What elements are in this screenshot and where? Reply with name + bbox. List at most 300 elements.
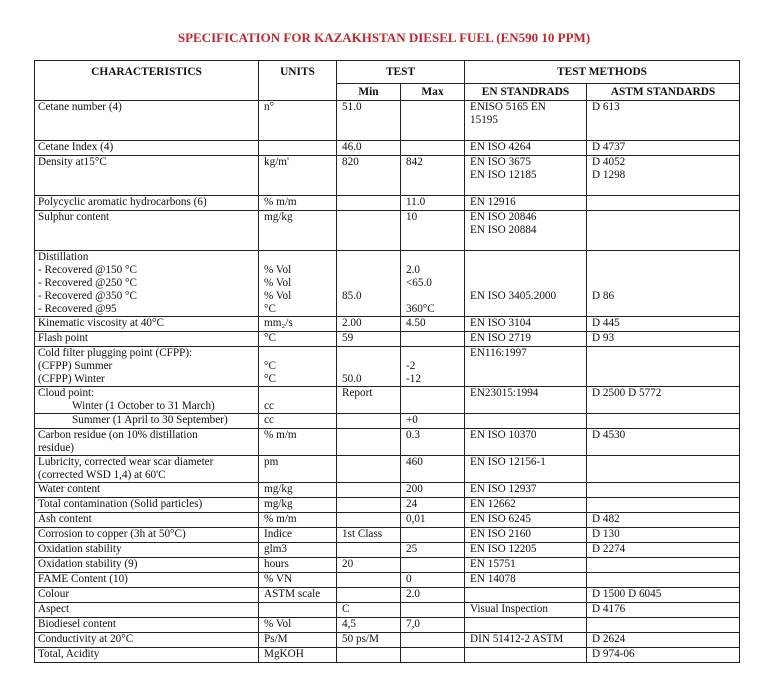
cell-max [401, 332, 465, 347]
cell-line: 200 [406, 483, 423, 495]
cell-line: - Recovered @95 [38, 303, 117, 315]
cell-line [470, 303, 583, 316]
cell-line: pm [264, 456, 279, 468]
table-header [35, 61, 740, 101]
cell-line: % Vol [264, 618, 292, 630]
cell-line [592, 483, 736, 496]
cell-min [337, 633, 401, 648]
cell-line [342, 169, 397, 182]
table-row [35, 387, 740, 414]
cell-line [406, 224, 461, 237]
cell-en [465, 251, 587, 317]
cell-line [470, 127, 583, 140]
cell-line [342, 513, 397, 526]
cell-line: EN ISO 3405.2000 [470, 290, 557, 302]
cell-line: 4.50 [406, 317, 426, 329]
cell-en [465, 211, 587, 251]
cell-line: EN 15751 [470, 558, 516, 570]
cell-line: EN23015:1994 [470, 387, 539, 399]
cell-max [401, 483, 465, 498]
cell-line [592, 618, 736, 631]
cell-line [470, 588, 583, 601]
cell-line: Flash point [38, 332, 89, 344]
cell-line [592, 182, 736, 195]
cell-line [406, 114, 461, 127]
cell-line: Winter (1 October to 31 March) [72, 400, 215, 412]
cell-name [35, 156, 259, 196]
cell-line: kg/m' [264, 156, 290, 168]
cell-name [35, 558, 259, 573]
cell-max [401, 573, 465, 588]
cell-max [401, 633, 465, 648]
cell-line: EN ISO 12156-1 [470, 456, 546, 468]
cell-line [592, 196, 736, 209]
cell-line: EN ISO 2719 [470, 332, 531, 344]
cell-line [342, 442, 397, 455]
cell-en [465, 429, 587, 456]
cell-name [35, 251, 259, 317]
cell-line: D 2500 D 5772 [592, 387, 662, 399]
cell-line [342, 237, 397, 250]
cell-line [342, 114, 397, 127]
table-row [35, 528, 740, 543]
table-row [35, 332, 740, 347]
cell-line [342, 498, 397, 511]
cell-line: % VN [264, 573, 293, 585]
cell-units [259, 196, 337, 211]
cell-line: Corrosion to copper (3h at 50°C) [38, 528, 186, 540]
cell-line [406, 648, 461, 661]
cell-line [342, 414, 397, 427]
table-row [35, 414, 740, 429]
cell-line [264, 127, 333, 140]
cell-min [337, 513, 401, 528]
cell-min [337, 156, 401, 196]
cell-line [38, 127, 255, 140]
cell-astm [587, 543, 740, 558]
cell-line [342, 264, 397, 277]
cell-en [465, 513, 587, 528]
cell-line: Indice [264, 528, 292, 540]
cell-line [406, 290, 461, 303]
cell-line: mg/kg [264, 498, 293, 510]
cell-line: D 86 [592, 290, 615, 302]
table-row [35, 588, 740, 603]
cell-line: 460 [406, 456, 423, 468]
cell-line [592, 373, 736, 386]
cell-line [592, 442, 736, 455]
table-row [35, 648, 740, 663]
cell-line [342, 400, 397, 413]
cell-units [259, 648, 337, 663]
cell-line: 0 [406, 573, 412, 585]
cell-line: 7,0 [406, 618, 420, 630]
cell-line: % Vol [264, 264, 292, 276]
cell-line [592, 114, 736, 127]
cell-line: °C [264, 360, 276, 372]
cell-line: FAME Content (10) [38, 573, 128, 585]
cell-max [401, 429, 465, 456]
cell-min [337, 211, 401, 251]
table-row [35, 211, 740, 251]
cell-line: ASTM scale [264, 588, 321, 600]
cell-line [406, 251, 461, 264]
cell-line [406, 528, 461, 541]
cell-line: Biodiesel content [38, 618, 116, 630]
cell-line [342, 573, 397, 586]
cell-astm [587, 513, 740, 528]
cell-line: Total contamination (Solid particles) [38, 498, 203, 510]
cell-astm [587, 251, 740, 317]
cell-line [592, 211, 736, 224]
cell-units [259, 558, 337, 573]
cell-line [342, 347, 397, 360]
cell-line: 46.0 [342, 141, 362, 153]
cell-line: 10 [406, 211, 418, 223]
cell-astm [587, 633, 740, 648]
cell-max [401, 141, 465, 156]
cell-name [35, 573, 259, 588]
cell-line: Ash content [38, 513, 92, 525]
cell-units [259, 588, 337, 603]
cell-astm [587, 141, 740, 156]
cell-astm [587, 558, 740, 573]
cell-min [337, 588, 401, 603]
cell-line: °C [264, 373, 276, 385]
cell-astm [587, 332, 740, 347]
cell-line [342, 277, 397, 290]
cell-line: <65.0 [406, 277, 432, 289]
cell-line: EN ISO 12937 [470, 483, 537, 495]
cell-line [470, 442, 583, 455]
table-row [35, 251, 740, 317]
cell-max [401, 648, 465, 663]
cell-name [35, 603, 259, 618]
cell-name [35, 618, 259, 633]
cell-line: Cetane number (4) [38, 101, 122, 113]
cell-line [406, 442, 461, 455]
cell-en [465, 196, 587, 211]
cell-line [470, 400, 583, 413]
cell-units [259, 251, 337, 317]
cell-max [401, 156, 465, 196]
header-min: Min [337, 84, 401, 101]
table-row [35, 513, 740, 528]
cell-name [35, 211, 259, 251]
cell-line [592, 573, 736, 586]
header-test: TEST [337, 61, 465, 84]
cell-min [337, 347, 401, 387]
cell-min [337, 528, 401, 543]
cell-min [337, 573, 401, 588]
cell-en [465, 483, 587, 498]
cell-line: mg/kg [264, 483, 293, 495]
cell-line: Sulphur content [38, 211, 110, 223]
cell-line: ENISO 5165 EN [470, 101, 546, 113]
cell-line: EN ISO 20846 [470, 211, 537, 223]
cell-line: Oxidation stability [38, 543, 122, 555]
cell-line: (corrected WSD 1,4) at 60'C [38, 469, 166, 481]
cell-astm [587, 483, 740, 498]
cell-line: 1st Class [342, 528, 383, 540]
cell-line: 25 [406, 543, 418, 555]
cell-line: EN 14078 [470, 573, 516, 585]
cell-line: Density at15°C [38, 156, 107, 168]
cell-line [406, 469, 461, 482]
cell-line: EN ISO 10370 [470, 429, 537, 441]
cell-astm [587, 573, 740, 588]
cell-line [264, 251, 333, 264]
cell-astm [587, 603, 740, 618]
cell-min [337, 558, 401, 573]
cell-name [35, 141, 259, 156]
cell-line: EN ISO 3104 [470, 317, 531, 329]
cell-min [337, 196, 401, 211]
cell-en [465, 543, 587, 558]
cell-astm [587, 618, 740, 633]
table-row [35, 196, 740, 211]
cell-line [342, 196, 397, 209]
cell-line [592, 251, 736, 264]
cell-max [401, 498, 465, 513]
cell-line: +0 [406, 414, 418, 426]
cell-max [401, 543, 465, 558]
cell-max [401, 317, 465, 332]
table-row [35, 543, 740, 558]
cell-max [401, 558, 465, 573]
cell-line [38, 169, 255, 182]
cell-line [342, 224, 397, 237]
cell-line: hours [264, 558, 289, 570]
cell-name [35, 196, 259, 211]
cell-en [465, 317, 587, 332]
cell-line: D 4052 [592, 156, 626, 168]
cell-line: 820 [342, 156, 359, 168]
cell-line: EN 12662 [470, 498, 516, 510]
cell-units [259, 429, 337, 456]
cell-units [259, 156, 337, 196]
cell-line [342, 182, 397, 195]
cell-line: DIN 51412-2 ASTM [470, 633, 564, 645]
cell-line: 15195 [470, 114, 498, 126]
cell-line: 85.0 [342, 290, 362, 302]
document-title: SPECIFICATION FOR KAZAKHSTAN DIESEL FUEL (EN590 10 PPM) [177, 30, 591, 45]
cell-min [337, 429, 401, 456]
cell-line: Conductivity at 20°C [38, 633, 134, 645]
cell-line [592, 347, 736, 360]
cell-en [465, 558, 587, 573]
cell-line: Cold filter plugging point (CFPP): [38, 347, 193, 359]
cell-line [592, 558, 736, 571]
cell-line: 59 [342, 332, 354, 344]
cell-name [35, 347, 259, 387]
cell-name [35, 483, 259, 498]
cell-name [35, 414, 259, 429]
cell-line: °C [264, 332, 276, 344]
cell-line: MgKOH [264, 648, 304, 660]
cell-line: cc [264, 414, 274, 426]
cell-units [259, 141, 337, 156]
cell-line: Kinematic viscosity at 40°C [38, 317, 164, 329]
cell-line: D 613 [592, 101, 620, 113]
cell-line [592, 414, 736, 427]
cell-line: D 974-06 [592, 648, 635, 660]
cell-line [406, 182, 461, 195]
cell-astm [587, 648, 740, 663]
cell-line [342, 127, 397, 140]
cell-en [465, 101, 587, 141]
cell-line: Total, Acidity [38, 648, 100, 660]
cell-line [592, 237, 736, 250]
header-test-methods: TEST METHODS [465, 61, 740, 84]
cell-name [35, 588, 259, 603]
cell-line [264, 141, 333, 154]
cell-units [259, 543, 337, 558]
cell-en [465, 528, 587, 543]
cell-line [264, 603, 333, 616]
header-characteristics-blank [35, 84, 259, 101]
cell-name [35, 456, 259, 483]
cell-max [401, 211, 465, 251]
cell-line: Water content [38, 483, 101, 495]
cell-units [259, 387, 337, 414]
cell-units [259, 414, 337, 429]
cell-line: -12 [406, 373, 421, 385]
cell-line: EN ISO 12205 [470, 543, 537, 555]
table-row [35, 603, 740, 618]
cell-en [465, 387, 587, 414]
cell-line: D 4737 [592, 141, 626, 153]
cell-line: D 2624 [592, 633, 626, 645]
cell-units [259, 573, 337, 588]
cell-line [592, 498, 736, 511]
cell-line [264, 347, 333, 360]
cell-name [35, 543, 259, 558]
cell-line [470, 618, 583, 631]
cell-units [259, 456, 337, 483]
cell-line [342, 360, 397, 373]
cell-line [406, 141, 461, 154]
cell-astm [587, 414, 740, 429]
cell-name [35, 513, 259, 528]
table-row [35, 101, 740, 141]
cell-line [470, 648, 583, 661]
cell-line [342, 469, 397, 482]
cell-line: cc [264, 400, 274, 412]
table-row [35, 317, 740, 332]
cell-line [264, 114, 333, 127]
cell-units [259, 618, 337, 633]
cell-units [259, 211, 337, 251]
cell-astm [587, 588, 740, 603]
cell-min [337, 618, 401, 633]
cell-min [337, 317, 401, 332]
cell-units [259, 498, 337, 513]
cell-astm [587, 387, 740, 414]
header-characteristics: CHARACTERISTICS [35, 61, 259, 84]
cell-line [406, 332, 461, 345]
cell-min [337, 251, 401, 317]
cell-en [465, 633, 587, 648]
cell-line [592, 469, 736, 482]
cell-line [592, 264, 736, 277]
cell-line [592, 456, 736, 469]
cell-line: Summer (1 April to 30 September) [72, 414, 228, 426]
cell-line [470, 182, 583, 195]
cell-line: 842 [406, 156, 423, 168]
cell-line [406, 633, 461, 646]
cell-line: EN 12916 [470, 196, 516, 208]
cell-line [342, 251, 397, 264]
cell-line: Distillation [38, 251, 89, 263]
cell-line: D 482 [592, 513, 620, 525]
cell-line [38, 114, 255, 127]
cell-line: D 1298 [592, 169, 626, 181]
cell-units [259, 347, 337, 387]
cell-line: Polycyclic aromatic hydrocarbons (6) [38, 196, 207, 208]
cell-en [465, 414, 587, 429]
cell-line [592, 277, 736, 290]
cell-line [342, 588, 397, 601]
cell-min [337, 332, 401, 347]
header-units: UNITS [259, 61, 337, 84]
cell-units [259, 633, 337, 648]
cell-en [465, 456, 587, 483]
cell-line: EN ISO 20884 [470, 224, 537, 236]
cell-en [465, 498, 587, 513]
cell-min [337, 387, 401, 414]
cell-line [406, 603, 461, 616]
header-max: Max [401, 84, 465, 101]
cell-line: % m/m [264, 196, 297, 208]
cell-line: Visual Inspection [470, 603, 548, 615]
cell-line [470, 264, 583, 277]
cell-line: - Recovered @350 °C [38, 290, 137, 302]
cell-min [337, 483, 401, 498]
cell-line [264, 237, 333, 250]
cell-line: EN ISO 2160 [470, 528, 531, 540]
cell-line [406, 237, 461, 250]
cell-line: 0,01 [406, 513, 426, 525]
cell-min [337, 648, 401, 663]
cell-line: Report [342, 387, 373, 399]
cell-line [470, 277, 583, 290]
cell-line [592, 303, 736, 316]
cell-line: °C [264, 303, 276, 315]
cell-line: % m/m [264, 429, 297, 441]
cell-line: 2.00 [342, 317, 362, 329]
table-row [35, 429, 740, 456]
cell-line: Cloud point: [38, 387, 95, 399]
cell-line [406, 169, 461, 182]
cell-max [401, 456, 465, 483]
cell-line: EN116:1997 [470, 347, 527, 359]
cell-line: D 130 [592, 528, 620, 540]
cell-line [264, 182, 333, 195]
cell-max [401, 196, 465, 211]
cell-line: mg/kg [264, 211, 293, 223]
cell-line [592, 400, 736, 413]
cell-line [470, 237, 583, 250]
cell-line: (CFPP) Summer [38, 360, 113, 372]
cell-line [342, 543, 397, 556]
cell-en [465, 156, 587, 196]
cell-line [264, 387, 333, 400]
cell-line: - Recovered @150 °C [38, 264, 137, 276]
table-row [35, 573, 740, 588]
cell-line: 11.0 [406, 196, 426, 208]
cell-en [465, 588, 587, 603]
